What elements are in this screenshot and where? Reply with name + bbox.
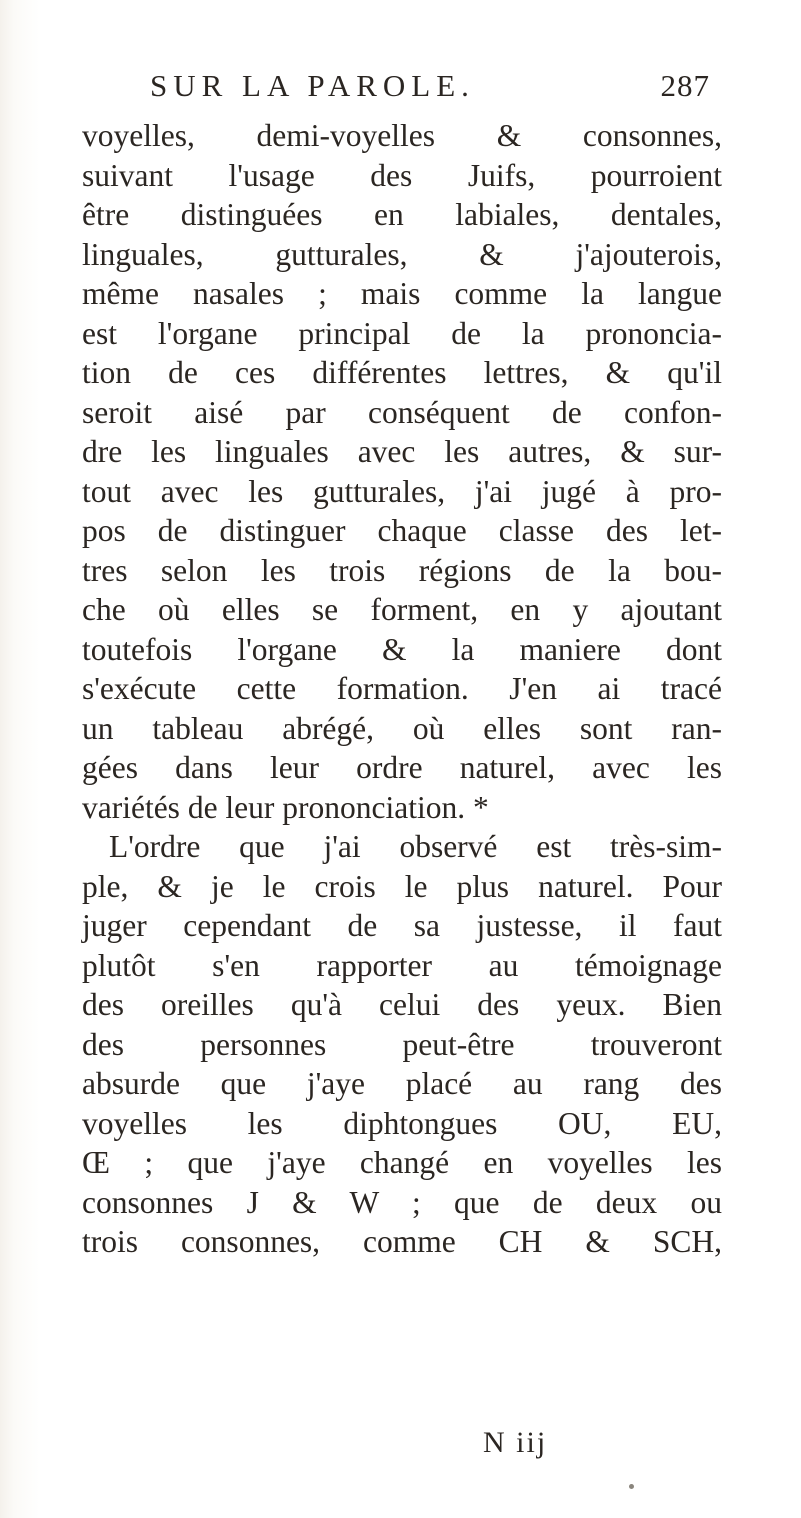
text-line: plutôt s'en rapporter au témoignage — [82, 947, 722, 983]
text-line: voyelles les diphtongues OU, EU, — [82, 1105, 722, 1141]
text-line: même nasales ; mais comme la langue — [82, 276, 722, 311]
text-line: seroit aisé par conséquent de confon- — [82, 394, 722, 430]
text-line: un tableau abrégé, où elles sont ran- — [82, 710, 722, 746]
text-line: s'exécute cette formation. J'en ai tracé — [82, 671, 722, 706]
text-line: des oreilles qu'à celui des yeux. Bien — [82, 987, 722, 1022]
text-line: variétés de leur prononciation. * — [82, 789, 489, 825]
text-line: juger cependant de sa justesse, il faut — [82, 908, 722, 943]
running-head-title: SUR LA PAROLE. — [150, 68, 475, 103]
text-line: consonnes J & W ; que de deux ou — [82, 1184, 722, 1220]
text-line: L'ordre que j'ai observé est très-sim- — [109, 829, 722, 864]
text-line: des personnes peut-être trouveront — [82, 1026, 722, 1062]
text-line: pos de distinguer chaque classe des let- — [82, 513, 722, 548]
page-number: 287 — [660, 68, 710, 103]
text-line: tres selon les trois régions de la bou- — [82, 552, 722, 588]
signature-mark: N iij — [483, 1426, 548, 1459]
text-line: trois consonnes, comme CH & SCH, — [82, 1224, 722, 1259]
body-text — [82, 116, 722, 1262]
text-line: Œ ; que j'aye changé en voyelles les — [82, 1145, 722, 1180]
text-line: suivant l'usage des Juifs, pourroient — [82, 157, 722, 193]
text-line: che où elles se forment, en y ajoutant — [82, 592, 722, 627]
text-line: absurde que j'aye placé au rang des — [82, 1066, 722, 1101]
text-line: tout avec les gutturales, j'ai jugé à pro- — [82, 473, 722, 509]
text-line: être distinguées en labiales, dentales, — [82, 197, 722, 232]
text-line: tion de ces différentes lettres, & qu'il — [82, 355, 722, 390]
text-line: linguales, gutturales, & j'ajouterois, — [82, 236, 722, 272]
text-line: gées dans leur ordre naturel, avec les — [82, 750, 722, 785]
running-head — [150, 68, 710, 108]
text-line: est l'organe principal de la prononcia- — [82, 315, 722, 351]
ink-speck — [629, 1484, 634, 1489]
text-line: ple, & je le crois le plus naturel. Pour — [82, 868, 722, 904]
text-line: dre les linguales avec les autres, & sur- — [82, 434, 722, 469]
text-line: voyelles, demi-voyelles & consonnes, — [82, 118, 722, 153]
text-line: toutefois l'organe & la maniere dont — [82, 631, 722, 667]
